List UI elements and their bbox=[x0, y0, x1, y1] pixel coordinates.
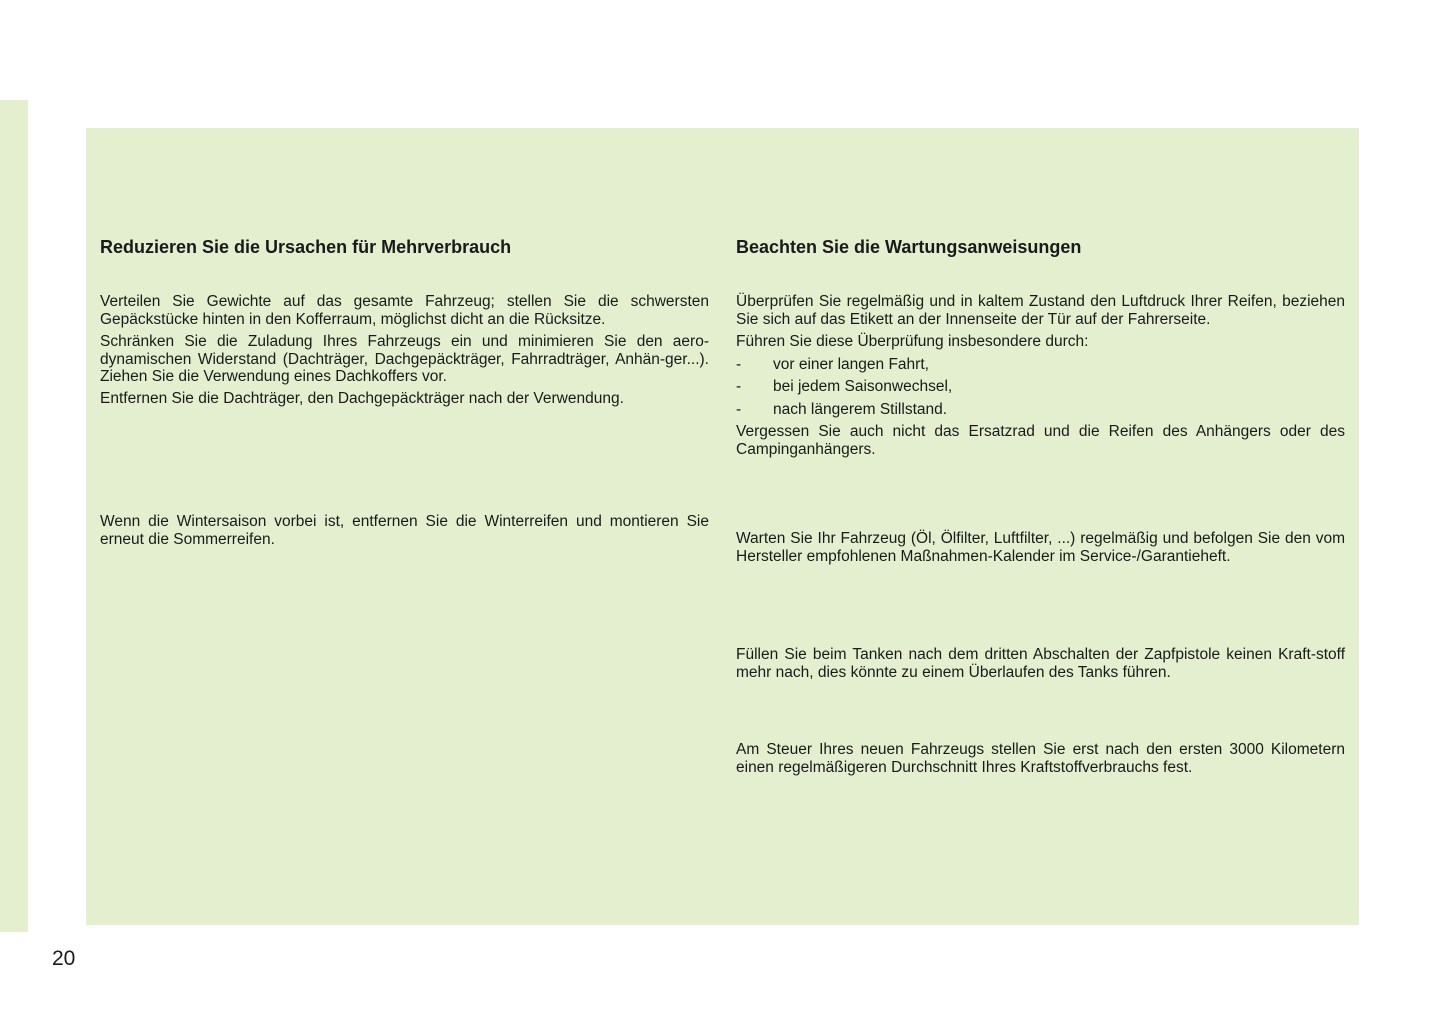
right-column-heading: Beachten Sie die Wartungsanweisungen bbox=[736, 237, 1082, 257]
list-item-text: bei jedem Saisonwechsel, bbox=[773, 378, 953, 395]
page-number: 20 bbox=[52, 947, 76, 970]
right-paragraph-check-occasions: Führen Sie diese Überprüfung insbesondere durch: bbox=[736, 333, 1089, 350]
bullet-marker: - bbox=[736, 378, 742, 395]
left-paragraph-weight-distribution: Verteilen Sie Gewichte auf das gesamte Fahrzeug; stellen Sie die schwersten Gepäckstücke hinten in den Kofferraum, möglichst dicht an die Rücksitze. bbox=[100, 293, 709, 328]
right-paragraph-refuelling: Füllen Sie beim Tanken nach dem dritten Abschalten der Zapfpistole keinen Kraft-stoff mehr nach, dies könnte zu einem Überlaufen des Tanks führen. bbox=[736, 646, 1345, 681]
right-paragraph-new-vehicle-consumption: Am Steuer Ihres neuen Fahrzeugs stellen Sie erst nach den ersten 3000 Kilometern einen regelmäßigeren Durchschnitt Ihres Kraftstoffverbrauchs fest. bbox=[736, 741, 1345, 776]
list-item-text: nach längerem Stillstand. bbox=[773, 401, 948, 418]
bullet-marker: - bbox=[736, 356, 742, 373]
list-item bbox=[736, 356, 929, 374]
side-margin-strip bbox=[0, 100, 28, 932]
left-paragraph-remove-roof-rack: Entfernen Sie die Dachträger, den Dachgepäckträger nach der Verwendung. bbox=[100, 390, 624, 407]
right-paragraph-service-schedule: Warten Sie Ihr Fahrzeug (Öl, Ölfilter, Luftfilter, ...) regelmäßig und befolgen Sie den vom Hersteller empfohlenen Maßnahmen-Kalender im Service-/Garantieheft. bbox=[736, 530, 1345, 565]
list-item-text: vor einer langen Fahrt, bbox=[773, 356, 929, 373]
bullet-marker: - bbox=[736, 401, 742, 418]
list-item bbox=[736, 378, 952, 396]
right-paragraph-tyre-pressure: Überprüfen Sie regelmäßig und in kaltem Zustand den Luftdruck Ihrer Reifen, beziehen Sie sich auf das Etikett an der Innenseite der Tür auf der Fahrerseite. bbox=[736, 293, 1345, 328]
left-column-heading: Reduzieren Sie die Ursachen für Mehrverbrauch bbox=[100, 237, 512, 257]
right-paragraph-spare-wheel: Vergessen Sie auch nicht das Ersatzrad und die Reifen des Anhängers oder des Campinganhängers. bbox=[736, 423, 1345, 458]
left-paragraph-winter-tyres: Wenn die Wintersaison vorbei ist, entfernen Sie die Winterreifen und montieren Sie erneut die Sommerreifen. bbox=[100, 513, 709, 548]
list-item bbox=[736, 401, 947, 419]
left-paragraph-load-reduction: Schränken Sie die Zuladung Ihres Fahrzeugs ein und minimieren Sie den aero-dynamischen Widerstand (Dachträger, Dachgepäckträger, Fahrradträger, Anhän-ger...). Ziehen Sie die Verwendung eines Dachkoffers vor. bbox=[100, 333, 709, 385]
